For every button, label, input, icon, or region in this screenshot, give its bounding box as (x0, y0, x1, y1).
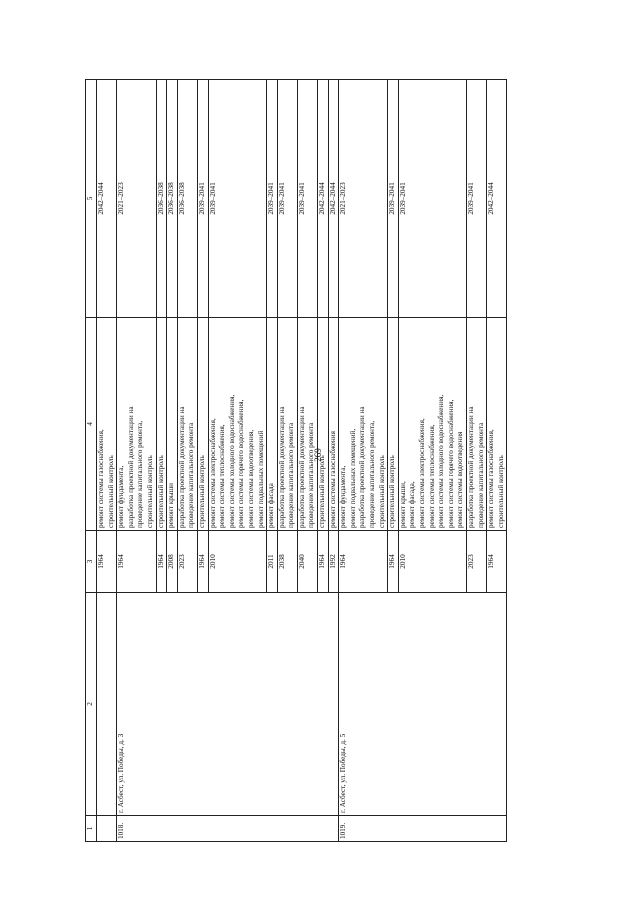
item-number-cell: 1018. (117, 816, 339, 842)
period-cell: 2042–2044 (487, 80, 507, 318)
work-item: ремонт системы электроснабжения, (418, 418, 426, 528)
work-item: ремонт системы газоснабжения, (97, 429, 105, 528)
period-cell: 2036–2038 (167, 80, 178, 318)
period-cell: 2036–2038 (177, 80, 197, 318)
work-item: проведение капитального ремонта (307, 422, 316, 528)
work-item: разработка проектной документации на (277, 406, 286, 528)
period-cell: 2042–2044 (318, 80, 329, 318)
column-header: 1 (86, 816, 97, 842)
work-type-cell (97, 318, 117, 531)
column-header: 2 (86, 593, 97, 816)
work-item: ремонт системы газоснабжения (328, 431, 337, 528)
work-type-cell (328, 318, 339, 531)
year-cell: 1964 (388, 531, 399, 593)
work-item: разработка проектной документации на (297, 406, 306, 528)
period-cell: 2039–2041 (398, 80, 466, 318)
work-type-cell (277, 318, 297, 531)
work-type-cell (398, 318, 466, 531)
year-cell: 2010 (398, 531, 466, 593)
work-item: разработка проектной документации на (358, 406, 367, 528)
work-item: ремонт системы водоотведения (456, 431, 465, 528)
work-item: ремонт системы горячего водоснабжения, (237, 399, 246, 528)
year-cell: 1964 (97, 531, 117, 593)
column-number-row (86, 80, 97, 842)
work-type-cell (466, 318, 486, 531)
period-cell: 2036–2038 (156, 80, 167, 318)
address-cell: г. Асбест, ул. Победы, д. 5 (339, 593, 507, 816)
work-type-cell (177, 318, 197, 531)
year-cell: 2023 (177, 531, 197, 593)
work-type-cell (197, 318, 208, 531)
year-cell: 2038 (277, 531, 297, 593)
work-item: ремонт системы электроснабжения, (208, 418, 217, 528)
work-item: разработка проектной документации на (466, 406, 475, 528)
work-item: строительный контроль (197, 455, 206, 528)
year-cell: 1964 (339, 531, 388, 593)
work-item: разработка проектной документации на (126, 406, 135, 528)
table-row (97, 80, 117, 842)
work-item: ремонт крыши, (398, 481, 407, 528)
work-item: ремонт системы теплоснабжения, (427, 424, 436, 528)
repair-schedule-table (85, 79, 507, 842)
work-type-cell (117, 318, 156, 531)
address-cell (97, 593, 117, 816)
work-item: ремонт системы водоотведения, (246, 429, 255, 528)
work-item: ремонт крыши (167, 482, 176, 528)
work-item: ремонт фасада (267, 483, 276, 528)
work-item: ремонт системы теплоснабжения, (218, 424, 227, 528)
work-item: строительный контроль (377, 455, 386, 528)
rotated-table-container (85, 80, 565, 842)
work-item: ремонт системы газоснабжения, (487, 429, 496, 528)
table-row (117, 80, 156, 842)
page-number: 269 (313, 448, 323, 462)
work-item: строительный контроль (156, 455, 165, 528)
work-type-cell (318, 318, 329, 531)
table-row (339, 80, 388, 842)
work-item: ремонт фундамента, (117, 465, 126, 528)
work-item: проведение капитального ремонта, (368, 420, 377, 528)
period-cell: 2042–2044 (97, 80, 117, 318)
year-cell: 1964 (487, 531, 507, 593)
work-item: ремонт системы горячего водоснабжения, (446, 399, 455, 528)
year-cell: 1964 (197, 531, 208, 593)
item-number-cell: 1019. (339, 816, 507, 842)
work-item: ремонт системы холодного водоснабжения, (227, 394, 236, 528)
work-item: ремонт фасада, (408, 481, 417, 528)
period-cell: 2039–2041 (208, 80, 267, 318)
year-cell: 1964 (318, 531, 329, 593)
column-header: 3 (86, 531, 97, 593)
address-cell: г. Асбест, ул. Победы, д. 3 (117, 593, 339, 816)
year-cell: 1992 (328, 531, 339, 593)
period-cell: 2039–2041 (277, 80, 297, 318)
column-header: 4 (86, 318, 97, 531)
work-item: строительный контроль (318, 455, 327, 528)
period-cell: 2039–2041 (297, 80, 317, 318)
item-number-cell (97, 816, 117, 842)
work-type-cell (156, 318, 167, 531)
period-cell: 2021–2023 (339, 80, 388, 318)
year-cell: 1964 (156, 531, 167, 593)
column-header: 5 (86, 80, 97, 318)
work-item: строительный контроль (496, 455, 505, 528)
work-type-cell (487, 318, 507, 531)
work-item: строительный контроль (106, 455, 115, 528)
period-cell: 2039–2041 (466, 80, 486, 318)
work-item: проведение капитального ремонта, (136, 420, 145, 528)
year-cell: 1964 (117, 531, 156, 593)
year-cell: 2023 (466, 531, 486, 593)
period-cell: 2039–2041 (197, 80, 208, 318)
period-cell: 2021–2023 (117, 80, 156, 318)
work-item: строительный контроль (145, 455, 154, 528)
work-item: проведение капитального ремонта (187, 422, 196, 528)
work-type-cell (267, 318, 278, 531)
period-cell: 2042–2044 (328, 80, 339, 318)
period-cell: 2039–2041 (388, 80, 399, 318)
work-type-cell (388, 318, 399, 531)
work-type-cell (167, 318, 178, 531)
work-item: разработка проектной документации на (177, 406, 186, 528)
period-cell: 2039–2041 (267, 80, 278, 318)
work-type-cell (208, 318, 267, 531)
work-item: ремонт подвальных помещений (256, 430, 265, 528)
work-type-cell (339, 318, 388, 531)
year-cell: 2040 (297, 531, 317, 593)
work-item: ремонт подвальных помещений, (348, 428, 357, 528)
work-item: ремонт системы холодного водоснабжения, (437, 394, 446, 528)
work-item: проведение капитального ремонта (287, 422, 296, 528)
work-item: строительный контроль (388, 455, 397, 528)
year-cell: 2008 (167, 531, 178, 593)
work-item: ремонт фундамента, (339, 465, 348, 528)
work-type-cell (297, 318, 317, 531)
year-cell: 2011 (267, 531, 278, 593)
work-item: проведение капитального ремонта (476, 422, 485, 528)
year-cell: 2010 (208, 531, 267, 593)
